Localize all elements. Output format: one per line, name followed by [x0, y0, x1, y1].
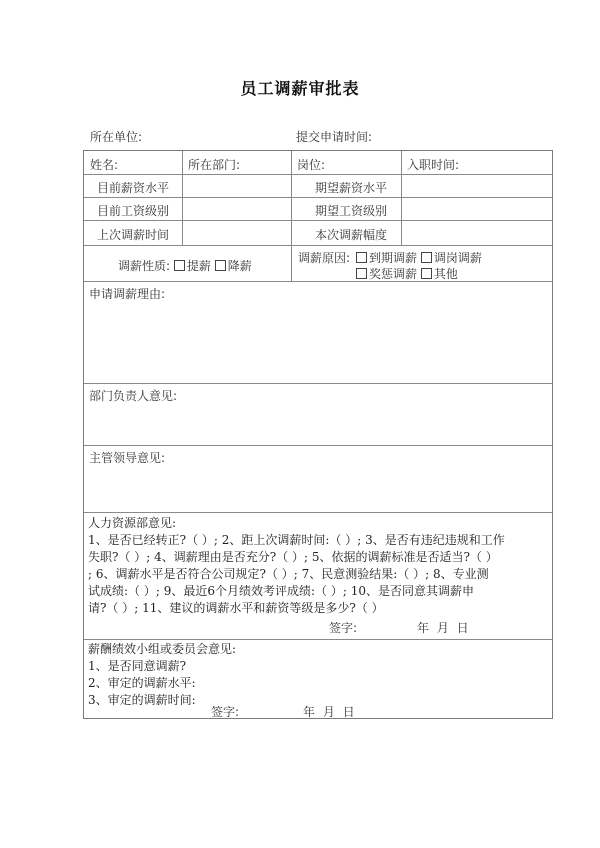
divider [84, 639, 552, 640]
divider [84, 245, 552, 246]
expected-salary-label: 期望薪资水平 [314, 181, 387, 195]
checkbox-due-adjust[interactable]: 到期调薪 [356, 251, 417, 265]
checkbox-icon [174, 260, 185, 271]
supervisor-opinion-label: 主管领导意见: [89, 451, 166, 465]
hr-date-label: 年 月 日 [417, 621, 471, 635]
committee-sign-label: 签字: [211, 705, 240, 719]
divider [182, 151, 183, 245]
committee-item: 2、审定的调薪水平: [88, 676, 196, 690]
hr-question-line: 请?（ ）; 11、建议的调薪水平和薪资等级是多少?（ ） [88, 601, 384, 615]
committee-item: 1、是否同意调薪? [88, 659, 187, 673]
adjust-reason-options-line2 [356, 265, 458, 282]
committee-item: 3、审定的调薪时间: [88, 693, 196, 707]
submit-time-label: 提交申请时间: [296, 130, 373, 144]
name-label: 姓名: [90, 158, 119, 172]
expected-grade-field[interactable] [407, 202, 547, 220]
divider [84, 383, 552, 384]
hr-opinion [88, 515, 546, 617]
hr-question-line: 失职?（ ）; 4、调薪理由是否充分?（ ）; 5、依据的调薪标准是否适当?（ ） [88, 550, 498, 564]
hr-question-line: 试成绩:（ ）; 9、最近6个月绩效考评成绩:（ ）; 10、是否同意其调薪申 [88, 584, 474, 598]
supervisor-opinion-field[interactable] [86, 465, 550, 510]
adjust-range-field[interactable] [407, 226, 547, 244]
checkbox-reward-adjust[interactable]: 奖惩调薪 [356, 267, 417, 281]
committee-opinion-label: 薪酬绩效小组或委员会意见: [88, 642, 237, 656]
checkbox-other[interactable]: 其他 [421, 267, 458, 281]
hr-question-line: 1、是否已经转正?（ ）; 2、距上次调薪时间:（ ）; 3、是否有违纪违规和工作 [88, 533, 505, 547]
adjust-range-label: 本次调薪幅度 [314, 228, 387, 242]
adjust-nature [118, 257, 252, 274]
divider [84, 512, 552, 513]
divider [84, 281, 552, 282]
expected-salary-field[interactable] [407, 179, 547, 197]
divider [84, 197, 552, 198]
last-adjust-time-label: 上次调薪时间 [96, 228, 169, 242]
checkbox-transfer-adjust[interactable]: 调岗调薪 [421, 251, 482, 265]
checkbox-reduce[interactable]: 降薪 [215, 259, 252, 273]
form-title: 员工调薪审批表 [240, 79, 360, 98]
current-salary-field[interactable] [188, 179, 288, 197]
position-label: 岗位: [297, 158, 326, 172]
divider [84, 220, 552, 221]
apply-reason-label: 申请调薪理由: [89, 287, 166, 301]
hr-sign-label: 签字: [329, 621, 358, 635]
adjust-reason-options-line1 [356, 249, 482, 266]
hr-opinion-label: 人力资源部意见: [88, 516, 177, 530]
divider [84, 445, 552, 446]
committee-date-label: 年 月 日 [303, 705, 357, 719]
committee-opinion [88, 641, 546, 709]
apply-reason-field[interactable] [86, 301, 550, 381]
divider [84, 174, 552, 175]
hire-date-label: 入职时间: [407, 158, 460, 172]
last-adjust-time-field[interactable] [188, 226, 288, 244]
checkbox-icon [356, 252, 367, 263]
expected-grade-label: 期望工资级别 [314, 204, 387, 218]
approval-table [83, 150, 553, 719]
dept-label: 所在部门: [188, 158, 241, 172]
checkbox-raise[interactable]: 提薪 [174, 259, 211, 273]
dept-head-opinion-field[interactable] [86, 403, 550, 443]
adjust-reason-label: 调薪原因: [298, 251, 351, 265]
current-salary-label: 目前薪资水平 [96, 181, 169, 195]
checkbox-icon [421, 252, 432, 263]
checkbox-icon [215, 260, 226, 271]
adjust-nature-label: 调薪性质: [118, 259, 171, 273]
current-grade-label: 目前工资级别 [96, 204, 169, 218]
checkbox-icon [356, 268, 367, 279]
dept-head-opinion-label: 部门负责人意见: [89, 389, 178, 403]
current-grade-field[interactable] [188, 202, 288, 220]
unit-label: 所在单位: [90, 130, 143, 144]
checkbox-icon [421, 268, 432, 279]
hr-question-line: ; 6、调薪水平是否符合公司规定?（ ）; 7、民意测验结果:（ ）; 8、专业测 [88, 567, 489, 581]
